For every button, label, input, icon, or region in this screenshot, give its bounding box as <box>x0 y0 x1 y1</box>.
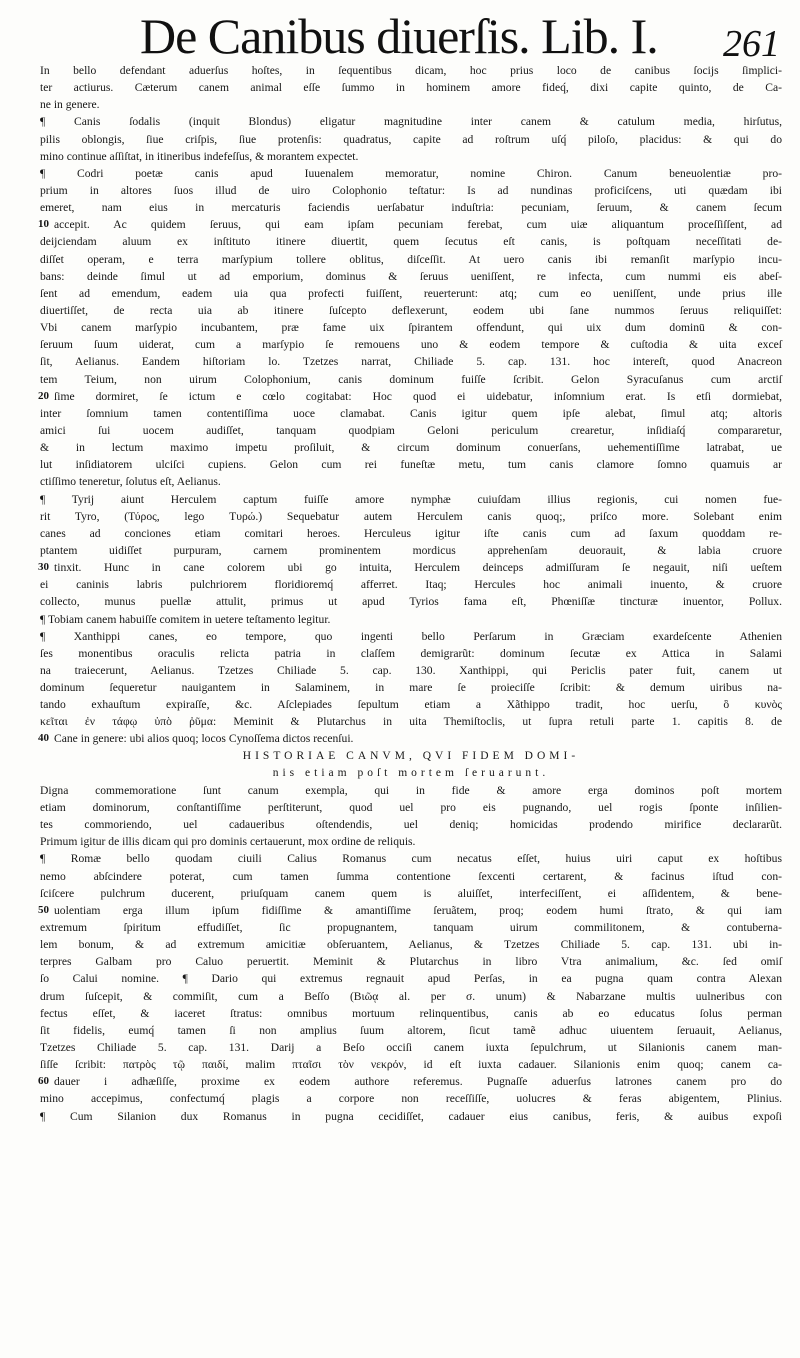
text-line <box>40 885 782 902</box>
line-text: terpres Galbam pro Caluo peruertit. Meminit & Plutarchus in libro Vtra animalium, &c. ſed omiſ <box>40 955 782 969</box>
text-line <box>40 456 782 473</box>
line-text: lut inſidiatorem ulciſci cupiens. Gelon cum rei funeſtæ metu, tum canis clamore ſomno quamuis ar <box>40 458 782 472</box>
text-line <box>40 1108 782 1125</box>
line-text: ſit, Aelianus. Eandem hiſtoriam lo. Tzetzes narrat, Chiliade 5. cap. 131. hoc intereſt, quod Anacreon <box>40 355 782 369</box>
text-line <box>40 182 782 199</box>
line-text: ¶ Xanthippi canes, eo tempore, quo ingenti bello Perſarum in Græciam exardeſcente Athenien <box>40 629 782 643</box>
line-text: ſo Calui nomine. ¶ Dario qui extremus regnauit apud Perſas, in ea pugna quam contra Alexan <box>40 972 782 986</box>
text-line <box>40 62 782 79</box>
line-text: na traiecerunt, Aelianus. Tzetzes Chiliade 5. cap. 130. Xanthippi, qui Periclis pater fuit, canem ut <box>40 663 782 677</box>
section-heading-line <box>40 765 782 782</box>
text-line <box>40 970 782 987</box>
text-line <box>40 1090 782 1107</box>
line-text: In bello defendant aduerſus hoſtes, in ſequentibus dicam, hoc prius loco de canibus ſocijs ſimplici- <box>40 64 782 77</box>
text-line <box>40 542 782 559</box>
page-title: De Canibus diuerſis. Lib. I. <box>140 8 658 64</box>
section-heading-line <box>40 748 782 765</box>
line-text: ptantem uidiſſet purpuram, carnem prominentem mordicus apprehenſam deuorauit, & labia cruore <box>40 543 782 557</box>
line-text: Tzetzes Chiliade 5. cap. 131. Darij a Beſo occiſi canem iuxta ſepulchrum, ut Silanionis canem man- <box>40 1041 782 1055</box>
text-line <box>40 439 782 456</box>
text-line <box>40 508 782 525</box>
text-line <box>40 131 782 148</box>
line-text: ſiſſe ſcribit: πατρὸς τῷ παιδί, malim πταῖσι τὸν νεκρόν, id eſt iuxta cadauer. Silanionis enim quoq; canem ca- <box>40 1058 782 1072</box>
line-text: κεῖται ἐν τάφῳ ὑπὸ ῥῦμα: Meminit & Plutarchus in uita Themiſtoclis, ut ſupra retuli parte 1. capitis 8. de <box>40 715 782 729</box>
text-line <box>40 1073 782 1090</box>
text-line <box>40 285 782 302</box>
line-text: ¶ Tyrij aiunt Herculem captum fuiſſe amore nymphæ cuiuſdam illius regionis, cui nomen fue- <box>40 492 782 506</box>
text-line <box>40 559 782 576</box>
line-number: 40 <box>38 732 49 745</box>
line-text: tem Teium, non uirum Colophonium, canis dominum fuiſſe ſcribit. Gelon Syracuſanus cum arctiſ <box>40 372 782 386</box>
line-text: ſes monentibus oraculis relicta patria in claſſem demigrarũt: dominum ſecutæ ex Attica in Salami <box>40 646 782 660</box>
line-number: 20 <box>38 389 49 402</box>
text-line <box>40 902 782 919</box>
line-text: dominum ſequeretur nauigantem in Salaminem, in mare ſe proieciſſe ſcribit: & demum uiribus na- <box>40 681 782 695</box>
line-text: Primum igitur de illis dicam qui pro dominis certauerunt, mox ordine de reliquis. <box>40 835 416 849</box>
text-line <box>40 833 782 850</box>
line-text: ¶ Romæ bello quodam ciuili Calius Romanus cum necatus eſſet, huius uiri caput ex hoſtibus <box>40 852 782 866</box>
text-line <box>40 96 782 113</box>
text-line <box>40 216 782 233</box>
line-text: tinxit. Hunc in cane colorem ubi go intuita, Herculem deinceps admiſſuram ſe negauit, niſi ueſtem <box>54 561 782 575</box>
text-line <box>40 113 782 130</box>
line-text: nis etiam poſt mortem ſeruarunt. <box>272 766 550 779</box>
text-line <box>40 953 782 970</box>
line-text: bans: deinde ſimul ut ad emporium, dominus & ſeruus ueniſſent, re infecta, cum nummi eis abeſ- <box>40 269 782 283</box>
text-line <box>40 371 782 388</box>
text-line <box>40 1005 782 1022</box>
line-text: ter actiurus. Cæterum canem animal eſſe ſummo in hominem amore fideq́, dixi capite quinto, de Ca- <box>40 81 782 95</box>
text-line <box>40 611 782 628</box>
text-line <box>40 319 782 336</box>
line-text: ctiſſimo teneretur, ſolutus eſt, Aelianus. <box>40 475 221 489</box>
text-line <box>40 662 782 679</box>
text-line <box>40 1039 782 1056</box>
text-line <box>40 730 782 747</box>
line-text: mino continue aſſiſtat, in itineribus indefeſſus, & morantem expectet. <box>40 149 359 163</box>
line-text: uolentiam erga illum ipſum fidiſſime & amantiſſime ſeruãtem, proq; eodem humi ſtrato, & qui iam <box>54 903 782 917</box>
line-text: ſit fidelis, eumq́ tamen ſi non amplius ſuum altorem, ſicut tamẽ adhuc uiuentem ſeruauit, Aelianus, <box>40 1023 782 1037</box>
line-text: accepit. Ac quidem ſeruus, qui eam ipſam pecuniam ferebat, cum uiæ aliquantum proceſſiſſent, ad <box>54 218 782 232</box>
line-text: collecto, munus puellæ attulit, primus ut apud Tyrios fama eſt, Phœniſſæ tincturæ inuentor, Pollux. <box>40 595 782 609</box>
line-text: diuertiſſet, de recta uia ab itinere ſuſcepto deflexerunt, eodem ubi ſane nummos ſeruus reliquiſſet: <box>40 303 782 317</box>
text-line <box>40 696 782 713</box>
text-body <box>40 62 782 1125</box>
text-line <box>40 165 782 182</box>
line-text: Cane in genere: ubi alios quoq; locos Cynoſſema dictos recenſui. <box>54 732 354 746</box>
line-text: tes commoriendo, uel cadaueribus oſtendendis, uel deniq; homicidas prodendo mirifice declararũt. <box>40 818 782 832</box>
text-line <box>40 576 782 593</box>
line-text: ſime dormiret, ſe ictum e cœlo cogitabat: Hoc quod ei uidebatur, inſomnium erat. Is etſi dormiebat, <box>54 389 782 403</box>
line-text: mino accepimus, confectumq́ plagis a corpore non receſſiſſe, uolucres & feras abigentem, Plinius. <box>40 1092 782 1106</box>
line-text: ſent ad emendum, eadem uia qua profecti fuiſſent, reuerterunt: atq; cum eo ueniſſent, unde prius ille <box>40 286 782 300</box>
line-text: extremum ſpiritum effudiſſet, ſic propugnantem, tanquam uirum commilitonem, & contuberna- <box>40 921 782 935</box>
text-line <box>40 628 782 645</box>
line-number: 50 <box>38 903 49 916</box>
text-line <box>40 473 782 490</box>
line-text: ¶ Codri poetæ canis apud Iuuenalem memoratur, nomine Chiron. Canum beneuolentiæ pro- <box>40 166 782 180</box>
text-line <box>40 79 782 96</box>
running-header <box>140 6 780 68</box>
text-line <box>40 251 782 268</box>
line-text: & in lectum maximo impetu proſiluit, & circum dominum conuerſans, uehementiſſime latrabat, ue <box>40 441 782 455</box>
line-text: ne in genere. <box>40 98 100 112</box>
line-text: rit Tyro, (Τύρος, lego Τυρώ.) Sequebatur autem Herculem canis quoq;, priſco more. Solebant enim <box>40 509 782 523</box>
text-line <box>40 199 782 216</box>
line-text: etiam dominorum, conſtantiſſime perſtiterunt, quod uel pro eis pugnando, uel rogis ſponte inſilien- <box>40 801 782 815</box>
line-text: ſeruum ſuum uiderat, cum a marſypio ſe remouens uno & eodem tempore & cuſtodia & uita exceſ <box>40 338 782 352</box>
text-line <box>40 353 782 370</box>
line-text: deijciendam aluum ex inſtituto itinere diuertit, quem ſecutus eſt canis, is poſtquam neceſſitati de- <box>40 235 782 249</box>
line-text: HISTORIAE CANVM, QVI FIDEM DOMI- <box>242 749 580 762</box>
text-line <box>40 233 782 250</box>
text-line <box>40 1022 782 1039</box>
line-text: fectus eſſet, & iaceret ſtratus: omnibus mortuum relinquentibus, canis ab eo educatus ſolus perman <box>40 1006 782 1020</box>
text-line <box>40 388 782 405</box>
line-text: Digna commemoratione ſunt canum exempla, qui in fide & amore erga dominos poſt mortem <box>40 783 782 797</box>
text-line <box>40 405 782 422</box>
text-line <box>40 816 782 833</box>
line-text: amici ſui uocem audiſſet, tanquam quodpiam Geloni periculum crearetur, inſidiaſq́ compararetur, <box>40 423 782 437</box>
text-line <box>40 799 782 816</box>
text-line <box>40 525 782 542</box>
line-text: drum ſuſcepit, & commiſit, cum a Beſſo (Βιῶᾳ al. per σ. unum) & Nabarzane multis uulneribus con <box>40 989 782 1003</box>
text-line <box>40 491 782 508</box>
line-text: ſciſcere pulchrum ducerent, priuſquam canem quem is aluiſſet, interfeciſſent, ei aſſidentem, & bene- <box>40 886 782 900</box>
text-line <box>40 919 782 936</box>
text-line <box>40 850 782 867</box>
line-text: pilis oblongis, ſiue criſpis, ſiue protenſis: quadratus, capite ad roſtrum uſq́ piloſo, placidus: & qui do <box>40 132 782 146</box>
text-line <box>40 1056 782 1073</box>
line-text: ¶ Canis ſodalis (inquit Blondus) eligatur magnitudine inter canem & catulum media, hirſutus, <box>40 115 782 129</box>
line-text: Vbi canem marſypio incubantem, præ fame uix ſpirantem offendunt, qui uix dum dominū & con- <box>40 321 782 335</box>
line-number: 10 <box>38 218 49 231</box>
line-text: tando exhauſtum expiraſſe, &c. Aſclepiades ſepultum etiam a Xãthippo tradit, hoc uerſu, ὃ κυνὸς <box>40 698 782 712</box>
text-line <box>40 679 782 696</box>
text-line <box>40 422 782 439</box>
page-number: 261 <box>723 23 780 65</box>
line-text: canes ad conciones etiam comitari heroes. Herculeus igitur iſte canis cum ad ſaxum quoddam re- <box>40 526 782 540</box>
line-number: 30 <box>38 561 49 574</box>
text-line <box>40 936 782 953</box>
text-line <box>40 302 782 319</box>
line-text: inter ſomnium tamen contentiſſima uoce clamabat. Canis igitur quem ipſe alebat, ſimul atq; altoris <box>40 406 782 420</box>
line-text: nemo abſcindere poterat, cum tamen ſumma contentione ſexcenti certarent, & facinus iſtud con- <box>40 869 782 883</box>
line-number: 60 <box>38 1075 49 1088</box>
line-text: ei caninis labris pulchriorem floridioremq́ afferret. Itaq; Hercules hoc animali inuento, & cruore <box>40 578 782 592</box>
line-text: ¶ Tobiam canem habuiſſe comitem in uetere teſtamento legitur. <box>40 612 331 626</box>
text-line <box>40 988 782 1005</box>
line-text: prium in altores ſuos illud de uiro Colophonio teſtatur: Is ad nundinas proficiſcens, uti quædam ibi <box>40 183 782 197</box>
text-line <box>40 713 782 730</box>
line-text: lem bonum, & ad extremum amicitiæ obſeruantem, Aelianus, & Tzetzes Chiliade 5. cap. 131. ubi in- <box>40 938 782 952</box>
text-line <box>40 336 782 353</box>
text-line <box>40 782 782 799</box>
text-line <box>40 268 782 285</box>
text-line <box>40 645 782 662</box>
text-line <box>40 148 782 165</box>
line-text: ¶ Cum Silanion dux Romanus in pugna cecidiſſet, cadauer eius canibus, feris, & auibus expoſi <box>40 1109 782 1123</box>
line-text: diſſet operam, e terra marſypium tollere oblitus, diſceſſit. At uero canis ibi remanſit marſypio incu- <box>40 252 782 266</box>
text-line <box>40 593 782 610</box>
line-text: emeret, nam eius in mercaturis faciendis uerſabatur induſtria: pecuniam, ſeruum, & canem ſecum <box>40 201 782 215</box>
text-line <box>40 868 782 885</box>
line-text: dauer i adhæſiſſe, proxime ex eodem authore referemus. Pugnaſſe aduerſus latrones canem pro do <box>54 1075 782 1089</box>
